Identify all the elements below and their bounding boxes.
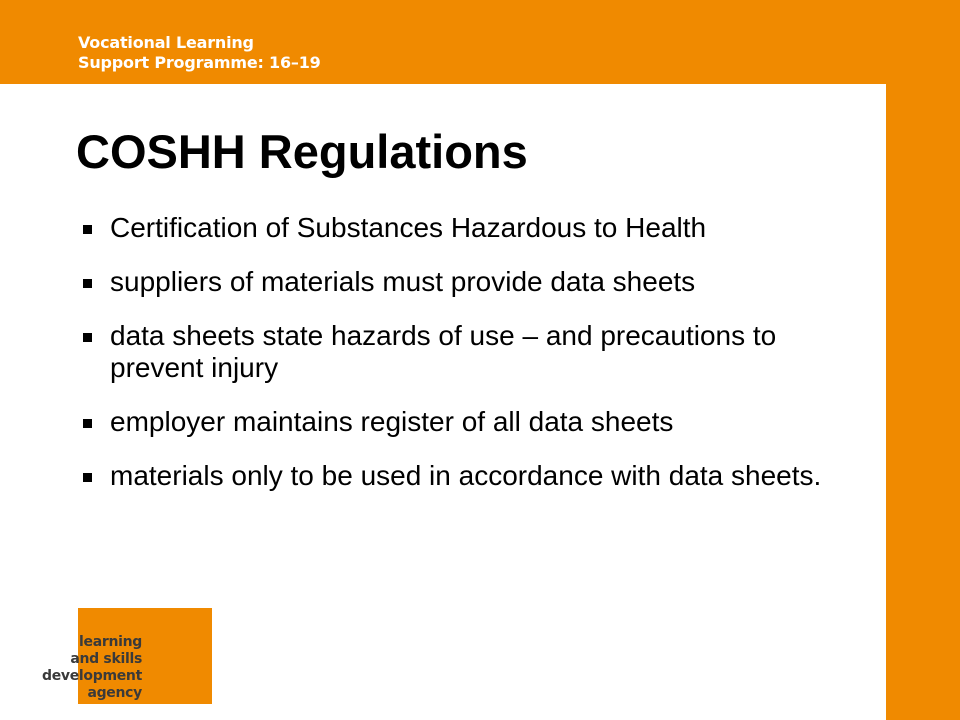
bullet-text: suppliers of materials must provide data sheets bbox=[110, 266, 696, 297]
logo-line-1: learning bbox=[79, 634, 142, 650]
bullet-list bbox=[76, 212, 866, 514]
logo-text bbox=[42, 634, 142, 702]
square-bullet-icon bbox=[76, 320, 110, 352]
bullet-item bbox=[76, 266, 866, 298]
lsda-logo bbox=[36, 608, 180, 704]
logo-line-2: and skills bbox=[70, 651, 142, 667]
bullet-text: employer maintains register of all data sheets bbox=[110, 406, 674, 437]
logo-line-3: development bbox=[41, 668, 142, 684]
programme-title-line2: Support Programme: 16–19 bbox=[78, 53, 321, 72]
square-bullet-icon bbox=[76, 460, 110, 492]
square-bullet-icon bbox=[76, 406, 110, 438]
logo-line-4: agency bbox=[87, 685, 142, 701]
slide-title: COSHH Regulations bbox=[76, 125, 528, 178]
bullet-item bbox=[76, 320, 866, 384]
bullet-text: data sheets state hazards of use – and precautions to prevent injury bbox=[110, 320, 777, 383]
programme-title bbox=[78, 33, 321, 73]
square-bullet-icon bbox=[76, 266, 110, 298]
bullet-text: materials only to be used in accordance with data sheets. bbox=[110, 460, 822, 491]
programme-title-line1: Vocational Learning bbox=[78, 33, 254, 52]
bullet-item bbox=[76, 460, 866, 492]
square-bullet-icon bbox=[76, 212, 110, 244]
right-band bbox=[886, 0, 960, 720]
bullet-text: Certification of Substances Hazardous to Health bbox=[110, 212, 707, 243]
bullet-item bbox=[76, 406, 866, 438]
bullet-item bbox=[76, 212, 866, 244]
